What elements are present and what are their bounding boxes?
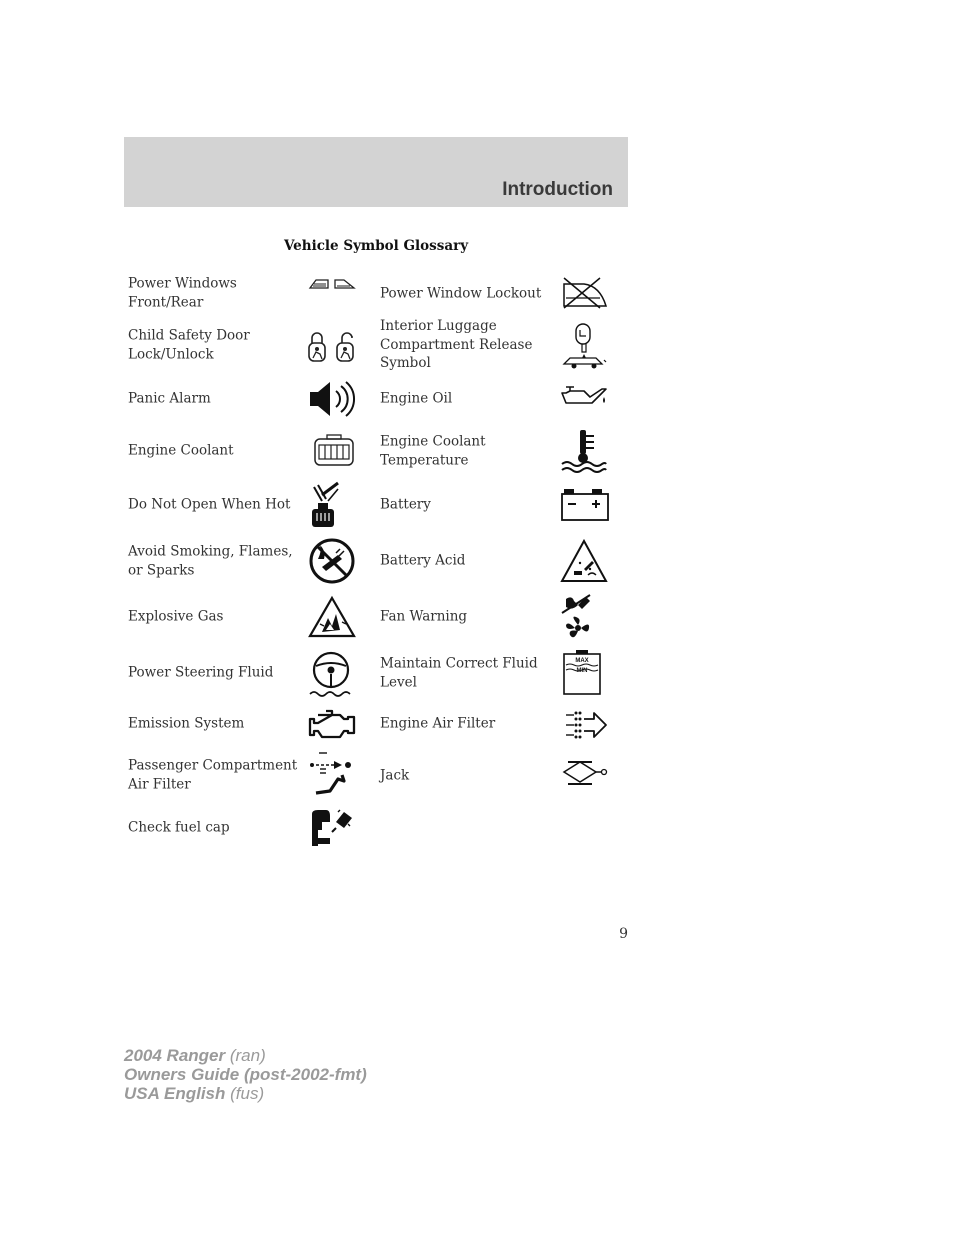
label-engine-air-filter: Engine Air Filter — [380, 715, 496, 732]
footer-guide-format: Owners Guide (post-2002-fmt) — [124, 1065, 367, 1084]
cabin-air-filter-icon — [308, 751, 356, 799]
horn-speaker-icon — [308, 379, 356, 419]
steering-wheel-fluid-icon — [308, 650, 354, 698]
label-do-not-open-hot: Do Not Open When Hot — [128, 496, 291, 513]
footer-line-3 — [124, 1084, 367, 1103]
footer-line-2 — [124, 1065, 367, 1084]
fuel-cap-icon — [308, 808, 356, 850]
oil-can-icon — [560, 383, 610, 409]
label-engine-oil: Engine Oil — [380, 390, 453, 407]
trunk-release-icon — [560, 322, 608, 372]
section-title: Introduction — [502, 179, 613, 200]
label-check-fuel-cap: Check fuel cap — [128, 819, 230, 836]
fluid-level-icon — [560, 648, 604, 696]
glossary-title: Vehicle Symbol Glossary — [283, 238, 469, 254]
footer-model-code: (ran) — [229, 1046, 266, 1065]
label-window-lockout: Power Window Lockout — [380, 285, 542, 302]
fluid-min-text: MIN — [576, 668, 588, 674]
engine-outline-icon — [308, 707, 356, 741]
label-power-steering-fluid: Power Steering Fluid — [128, 664, 274, 681]
hot-radiator-cap-icon — [308, 481, 342, 529]
label-fluid-level: Maintain Correct Fluid Level — [380, 655, 538, 690]
label-coolant-temperature: Engine Coolant Temperature — [380, 433, 486, 468]
label-fan-warning: Fan Warning — [380, 608, 468, 625]
label-panic-alarm: Panic Alarm — [128, 390, 211, 407]
jack-icon — [562, 760, 610, 788]
label-jack: Jack — [380, 767, 410, 784]
label-battery-acid: Battery Acid — [380, 552, 466, 569]
label-explosive-gas: Explosive Gas — [128, 608, 224, 625]
label-power-windows: Power Windows Front/Rear — [128, 275, 237, 310]
label-cabin-air-filter: Passenger Compartment Air Filter — [128, 757, 298, 792]
explosion-warning-icon — [308, 596, 356, 638]
engine-air-filter-icon — [562, 709, 610, 741]
no-smoking-icon — [308, 537, 356, 585]
footer-model-year: 2004 Ranger — [124, 1046, 226, 1065]
label-luggage-release: Interior Luggage Compartment Release Symbol — [380, 318, 533, 372]
power-windows-icon — [308, 276, 356, 292]
page-number: 9 — [619, 926, 628, 942]
label-battery: Battery — [380, 496, 431, 513]
footer-line-1 — [124, 1046, 367, 1065]
fluid-max-text: MAX — [575, 658, 589, 664]
label-avoid-smoking: Avoid Smoking, Flames, or Sparks — [128, 543, 293, 578]
label-emission-system: Emission System — [128, 715, 245, 732]
window-lockout-icon — [560, 276, 608, 310]
thermometer-coolant-icon — [560, 428, 608, 474]
battery-icon — [560, 487, 610, 521]
label-engine-coolant: Engine Coolant — [128, 442, 234, 459]
label-child-safety-lock: Child Safety Door Lock/Unlock — [128, 327, 250, 362]
radiator-icon — [313, 434, 355, 466]
fan-warning-icon — [560, 593, 596, 641]
document-footer — [124, 1046, 367, 1103]
footer-language-code: (fus) — [230, 1084, 265, 1103]
acid-warning-icon — [560, 539, 608, 583]
footer-language: USA English — [124, 1084, 226, 1103]
section-header — [124, 137, 628, 207]
child-lock-icon — [307, 330, 359, 364]
